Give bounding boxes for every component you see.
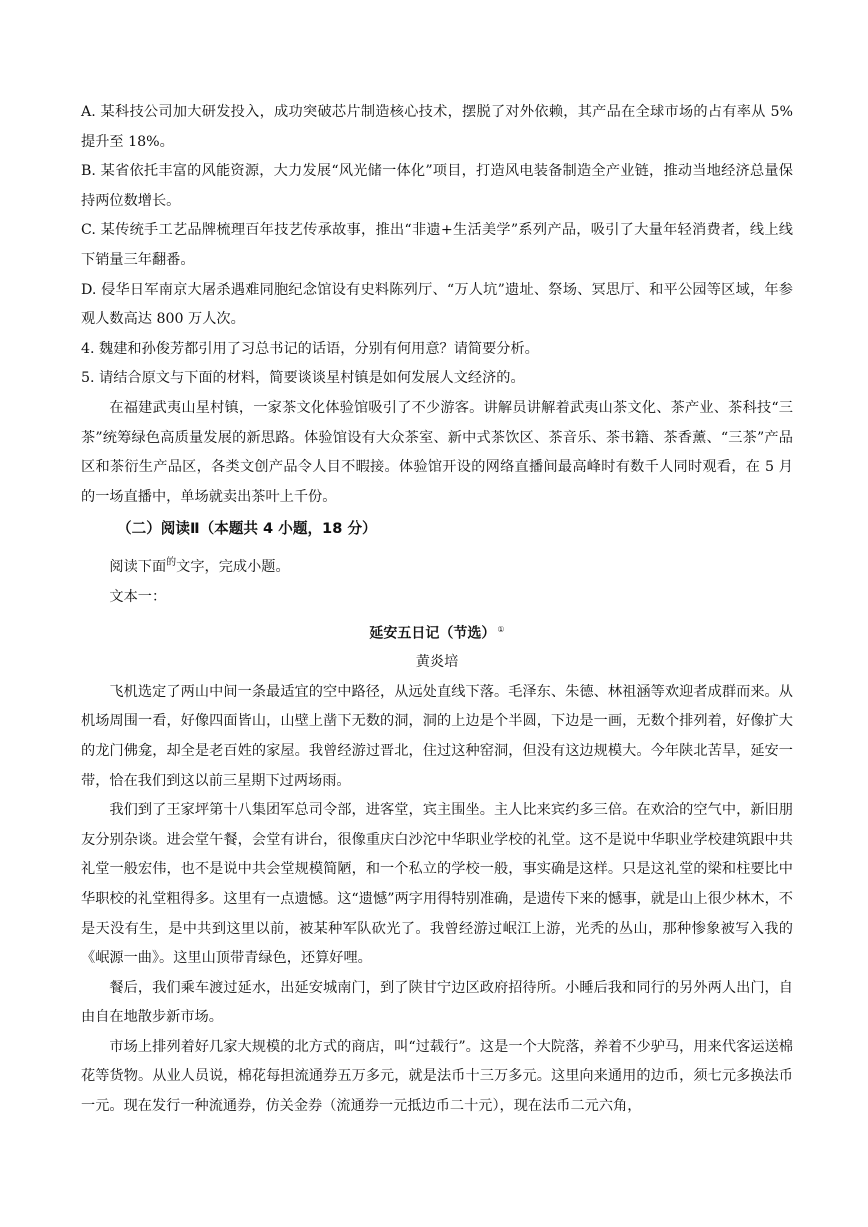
reading-instruction: [81, 548, 793, 583]
text-label: 文本一：: [109, 588, 167, 605]
article-title: [81, 615, 793, 649]
article-paragraph-4: 市场上排列着好几家大规模的北方式的商店，叫“过载行”。这是一个大院落，养着不少驴马，用来代客运送棉花等货物。从业人员说，棉花每担流通券五万多元，就是法币十三万多元。这里向来通用的边币，须七元多换法币一元。现在发行一种流通券，仿关金券（流通券一元抵边币二十元），现在法币二元六角，: [81, 1038, 793, 1115]
option-b: B. 某省依托丰富的风能资源，大力发展“风光储一体化”项目，打造风电装备制造全产业链，推动当地经济总量保持两位数增长。: [81, 163, 793, 209]
section-heading: （二）阅读Ⅱ（本题共 4 小题，18 分）: [117, 520, 377, 538]
option-a: A. 某科技公司加大研发投入，成功突破芯片制造核心技术，摆脱了对外依赖，其产品在全球市场的占有率从 5%提升至 18%。: [81, 104, 793, 150]
instruction-text-after: 文字，完成小题。: [176, 559, 290, 576]
article-paragraph-3: 餐后，我们乘车渡过延水，出延安城南门，到了陕甘宁边区政府招待所。小睡后我和同行的另外两人出门，自由自在地散步新市场。: [81, 979, 793, 1026]
article-paragraph-1: 飞机选定了两山中间一条最适宜的空中路径，从远处直线下落。毛泽东、朱德、林祖涵等欢迎者成群而来。从机场周围一看，好像四面皆山，山壁上凿下无数的洞，洞的上边是个半圆，下边是一画，无数个排列着，好像扩大的龙门佛龛，却全是老百姓的家屋。我曾经游过晋北，住过这种窑洞，但没有这边规模大。今年陕北苦旱，延安一带，恰在我们到这以前三星期下过两场雨。: [81, 683, 793, 789]
instruction-text-before: 阅读下面: [109, 559, 167, 576]
article-paragraph-2: 我们到了王家坪第十八集团军总司令部，进客堂，宾主围坐。主人比来宾约多三倍。在欢洽的空气中，新旧朋友分别杂谈。进会堂午餐，会堂有讲台，很像重庆白沙沱中华职业学校的礼堂。这不是说中华职业学校建筑跟中共礼堂一般宏伟，也不是说中共会堂规模简陋，和一个私立的学校一般，事实确是这样。只是这礼堂的梁和柱要比中华职校的礼堂粗得多。这里有一点遗憾。这“遗憾”两字用得特别准确，是遗传下来的憾事，就是山上很少林木，不是天没有生，是中共到这里以前，被某种军队砍光了。我曾经游过岷江上游，光秃的丛山，那种惨象被写入我的《岷源一曲》。这里山顶带青绿色，还算好哩。: [81, 802, 793, 967]
question-5: 5. 请结合原文与下面的材料，简要谈谈星村镇是如何发展人文经济的。: [81, 370, 525, 387]
footnote-mark: ①: [497, 624, 505, 634]
option-d: D. 侵华日军南京大屠杀遇难同胞纪念馆设有史料陈列厅、“万人坑”遗址、祭场、冥思厅、和平公园等区域，年参观人数高达 800 万人次。: [81, 281, 793, 328]
option-c: C. 某传统手工艺品牌梳理百年技艺传承故事，推出“非遗+生活美学”系列产品，吸引了大量年轻消费者，线上线下销量三年翻番。: [81, 222, 793, 268]
material-paragraph: 在福建武夷山星村镇，一家茶文化体验馆吸引了不少游客。讲解员讲解着武夷山茶文化、茶产业、茶科技“三茶”统筹绿色高质量发展的新思路。体验馆设有大众茶室、新中式茶饮区、茶音乐、茶书籍、茶香薰、“三茶”产品区和茶衍生产品区，各类文创产品令人目不暇接。体验馆开设的网络直播间最高峰时有数千人同时观看，在 5 月的一场直播中，单场就卖出茶叶上千份。: [81, 399, 793, 505]
question-4: 4. 魏建和孙俊芳都引用了习总书记的话语，分别有何用意？请简要分析。: [81, 340, 539, 357]
article-title-text: 延安五日记（节选）: [369, 625, 496, 642]
page-content: [81, 98, 793, 1122]
instruction-stray-char: 的: [166, 557, 177, 569]
article-author: 黄炎培: [415, 654, 459, 671]
